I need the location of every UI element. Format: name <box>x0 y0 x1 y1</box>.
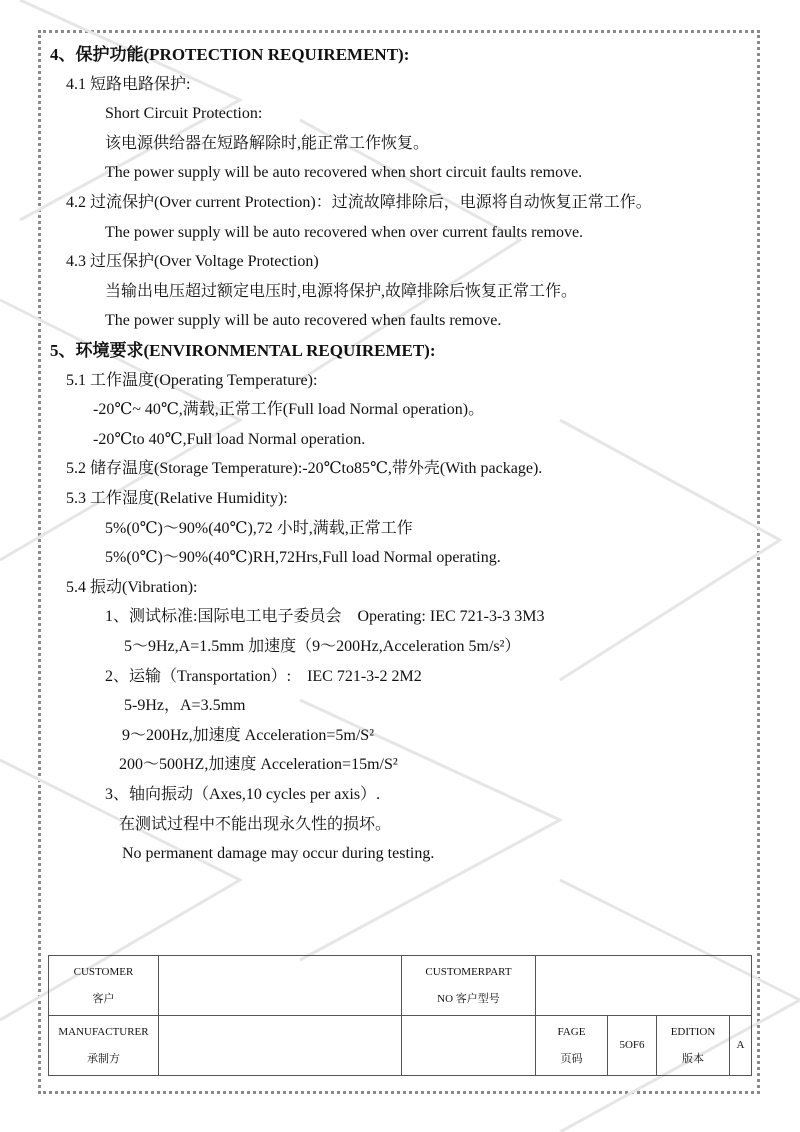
edition-value: A <box>730 1016 752 1076</box>
text-line: No permanent damage may occur during testing. <box>122 845 435 863</box>
text-line: 5.3 工作湿度(Relative Humidity): <box>66 490 288 507</box>
text-line: 3、轴向振动（Axes,10 cycles per axis）. <box>105 786 381 803</box>
text-line: 5-9Hz，A=3.5mm <box>124 697 246 715</box>
section-heading: 5、环境要求(ENVIRONMENTAL REQUIREMET): <box>50 341 436 360</box>
text-line: 2、运输（Transportation）: IEC 721-3-2 2M2 <box>105 667 422 685</box>
text-line: 5～9Hz,A=1.5mm 加速度（9～200Hz,Acceleration 5m/s²） <box>124 638 521 655</box>
text-line: -20℃~ 40℃,满载,正常工作(Full load Normal operation)。 <box>93 401 485 419</box>
blank-cell <box>402 1016 536 1076</box>
text-line: 5%(0℃)～90%(40℃),72 小时,满载,正常工作 <box>105 519 413 537</box>
manufacturer-value <box>159 1016 402 1076</box>
footer-title-block <box>48 955 752 1076</box>
text-line: 5.2 储存温度(Storage Temperature):-20℃to85℃,带外壳(With package). <box>66 460 543 478</box>
page-label: FAGE 页码 <box>536 1016 608 1076</box>
text-line: 4.3 过压保护(Over Voltage Protection) <box>66 253 319 271</box>
text-line: 5.1 工作温度(Operating Temperature): <box>66 371 318 389</box>
text-line: The power supply will be auto recovered when over current faults remove. <box>105 223 584 241</box>
text-line: 9～200Hz,加速度 Acceleration=5m/S² <box>122 726 374 744</box>
text-line: 200～500HZ,加速度 Acceleration=15m/S² <box>119 756 398 774</box>
text-line: 该电源供给器在短路解除时,能正常工作恢复。 <box>105 134 430 152</box>
customer-label: CUSTOMER 客户 <box>49 956 159 1016</box>
text-line: 4.1 短路电路保护: <box>66 75 191 93</box>
manufacturer-label: MANUFACTURER 承制方 <box>49 1016 159 1076</box>
text-line: Short Circuit Protection: <box>105 105 263 123</box>
text-line: The power supply will be auto recovered when faults remove. <box>105 312 502 330</box>
text-line: 4.2 过流保护(Over current Protection)：过流故障排除后，电源将自动恢复正常工作。 <box>66 194 652 211</box>
text-line: 1、测试标准:国际电工电子委员会 Operating: IEC 721-3-3 3M3 <box>105 608 545 626</box>
section-heading: 4、保护功能(PROTECTION REQUIREMENT): <box>50 45 410 64</box>
customer-value <box>159 956 402 1016</box>
edition-label: EDITION 版本 <box>657 1016 730 1076</box>
customer-part-value <box>536 956 752 1016</box>
text-line: 5%(0℃)～90%(40℃)RH,72Hrs,Full load Normal operating. <box>105 549 501 567</box>
customer-part-label: CUSTOMERPART NO 客户型号 <box>402 956 536 1016</box>
page-value: 5OF6 <box>608 1016 657 1076</box>
text-line: The power supply will be auto recovered when short circuit faults remove. <box>105 164 583 182</box>
text-line: 5.4 振动(Vibration): <box>66 578 198 596</box>
text-line: 当输出电压超过额定电压时,电源将保护,故障排除后恢复正常工作。 <box>105 282 578 300</box>
text-line: -20℃to 40℃,Full load Normal operation. <box>93 430 366 448</box>
text-line: 在测试过程中不能出现永久性的损坏。 <box>119 815 392 833</box>
